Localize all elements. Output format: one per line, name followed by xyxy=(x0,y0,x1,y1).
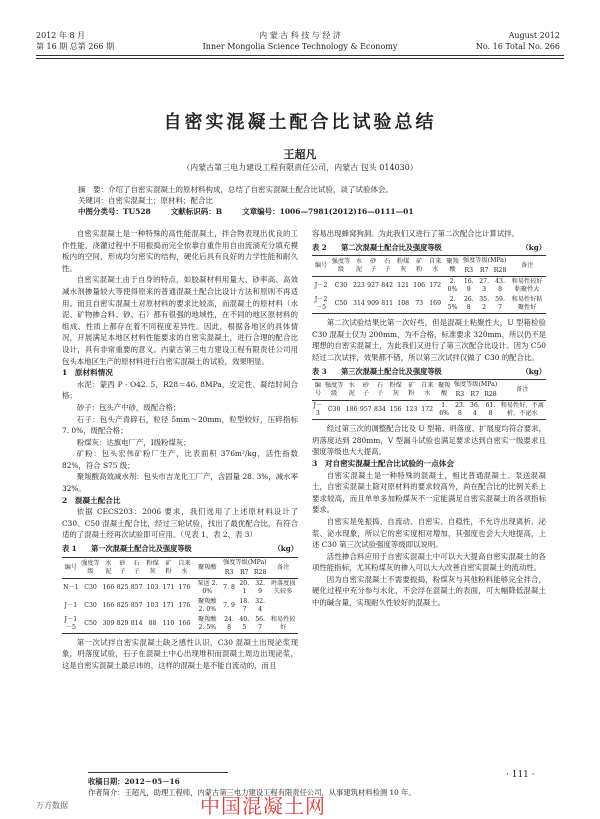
table-row xyxy=(62,615,298,634)
clc-number: 中图分类号：TU528 xyxy=(78,207,151,216)
table-cell: 23. 8 xyxy=(452,401,467,420)
table-header: 备注 xyxy=(508,256,546,277)
section-heading: 2 混凝土配合比 xyxy=(62,495,121,505)
table-cell: N－1 xyxy=(62,578,80,597)
table-header: 砂子 xyxy=(366,256,380,277)
table-cell: 43. 8 xyxy=(492,277,508,296)
table-cell: 和易性好、不离析、不泌水 xyxy=(499,401,546,420)
table-header: 水泥 xyxy=(101,557,115,578)
paragraph: 第一次试拌自密实混凝土缺乏感性认识，C30 混凝土出现泌浆现象，坍落度试验，石子在混凝土中心出现堆积而混凝土周边出现泌浆，这是自密实混凝土最忌讳的，这样的混凝土是不能自流动的，而且 xyxy=(62,637,298,670)
paragraph: 因为自密实混凝土不需要振捣，粉煤灰与其他粉料能够完全拌合，硬化过程中充分参与水化，不会浮在混凝土的表面，可大幅降低混凝土中的碱含量，实现耐久性较好的混凝土。 xyxy=(312,574,546,608)
table-3-unit: （kg） xyxy=(521,366,546,376)
paragraph: 矿粉：包头宏伟矿粉厂生产，比表面积 376m²/kg，活性指数 82%，符合 S75 级； xyxy=(62,449,298,470)
table-cell: 泵送 2. 0% xyxy=(193,578,221,597)
table-cell: 73 xyxy=(412,295,426,314)
table-header: 编号 xyxy=(312,256,330,277)
paragraph: 粉煤灰：达旗电厂产，Ⅰ级粉煤灰； xyxy=(76,437,191,447)
table-header: 砂子 xyxy=(115,557,129,578)
table-cell: J－1 xyxy=(64,601,78,609)
footnote-rule xyxy=(88,772,228,773)
table-cell: 61. 8 xyxy=(482,401,498,420)
table-cell: 825 xyxy=(115,578,129,597)
journal-name xyxy=(190,30,410,52)
table-cell: 172 xyxy=(419,401,436,420)
paragraph: 活性掺合料应用于自密实混凝土中可以大大提高自密实混凝土的各项性能指标，尤其粉煤灰的掺入可以大大改善自密实混凝土的流动性。 xyxy=(312,551,546,573)
table-cell: 857 xyxy=(130,601,143,609)
table-cell: 176 xyxy=(176,578,194,597)
table-cell: 171 xyxy=(161,578,175,597)
document-code: 文献标识码：B xyxy=(170,207,223,216)
table-cell: 834 xyxy=(373,401,387,420)
table-cell: 121 xyxy=(394,277,412,296)
table-header: 强度等级 xyxy=(330,256,352,277)
section-heading: 3 对自密实混凝土配合比试验的一点体会 xyxy=(312,458,454,468)
author-affiliation: （内蒙古第三电力建设工程有限责任公司，内蒙古 包头 014030） xyxy=(182,163,418,172)
table-2 xyxy=(312,255,546,314)
table-cell: 166 xyxy=(102,601,115,609)
paragraph: 砂子：包头产中砂，级配合格； xyxy=(76,402,181,412)
table-cell: J－2 xyxy=(312,277,330,296)
table-header: R7 xyxy=(470,391,480,399)
journal-name-cn: 内 蒙 古 科 技 与 经 济 xyxy=(259,31,341,40)
table-header: R7 xyxy=(479,267,489,275)
table-cell: 88 xyxy=(144,615,162,634)
table-cell: 18. 7 xyxy=(239,597,250,613)
journal-name-en: Inner Mongolia Science Technology & Economy xyxy=(202,42,398,51)
classification-line xyxy=(78,206,528,217)
table-cell: C50 xyxy=(80,615,102,634)
table-3 xyxy=(312,379,546,420)
table-cell: 172 xyxy=(426,277,444,296)
table-header: 聚羧酸 xyxy=(436,380,452,401)
table-header: 粉煤灰 xyxy=(387,380,404,401)
table-cell: 103 xyxy=(146,601,159,609)
abstract: 摘 要：介绍了自密实混凝土的原材料构成，总结了自密实混凝土配合比试验，谈了试验体会。 xyxy=(78,185,393,194)
paragraph: 水泥：蒙西 P · O42. 5，R28＝46. 8MPa，安定性、凝结时间合格； xyxy=(62,379,298,401)
table-cell: 166 xyxy=(101,578,115,597)
wanfang-mark: 万方数据 xyxy=(36,801,68,810)
table-cell: C50 xyxy=(330,295,352,314)
table-cell: 857 xyxy=(130,578,144,597)
table-cell: 156 xyxy=(387,401,404,420)
table-header: 强度等级(MPa) xyxy=(453,381,498,389)
table-cell: 186 xyxy=(345,401,359,420)
paragraph: 自密实混凝土是一种特殊的高性能混凝土，拌合物表现出优良的工作性能，浇灌过程中不用振捣而完全依靠自重作用自由流淌充分填充模板内的空间，形成均匀密实的结构，硬化后具有良好的力学性能和耐久性。 xyxy=(62,229,298,273)
table-cell: J－3 xyxy=(312,401,324,420)
table-cell: 106 xyxy=(412,277,426,296)
table-cell: 26. 8 xyxy=(461,295,476,314)
table-cell: 32. 4 xyxy=(255,597,266,613)
table-1-caption: 表 1 第一次混凝土配合比及强度等级 xyxy=(62,544,192,554)
table-cell: 169 xyxy=(426,295,444,314)
table-header: 编号 xyxy=(62,557,80,578)
table-header: 水泥 xyxy=(345,380,359,401)
table-header: 矿粉 xyxy=(161,557,175,578)
paragraph: 经过第三次的调整配合比及 U 型箱、坍落度、扩展度均符合要求，坍落度达到 280mm，V 型漏斗试验也满足要求达到自密实一级要求且强度等级也大大提高。 xyxy=(312,424,546,457)
table-1 xyxy=(62,557,298,634)
table-cell: 坍落度损失较多 xyxy=(268,578,298,597)
table-cell: 聚羧酸 2. 0% xyxy=(198,597,217,613)
left-column xyxy=(62,228,298,671)
table-cell: 171 xyxy=(162,601,175,609)
table-header: 强度等级 xyxy=(324,380,345,401)
table-header: 聚羧酸 xyxy=(193,557,221,578)
table-cell: J－1－5 xyxy=(62,615,80,634)
table-1-caption-row xyxy=(62,541,298,557)
table-header: 强度等级(MPa) xyxy=(223,558,267,566)
table-header: 备注 xyxy=(268,557,298,578)
table-cell: C30 xyxy=(324,401,345,420)
table-row xyxy=(62,597,298,615)
table-cell: 和易性好粘聚性好 xyxy=(508,295,546,314)
received-date: 收稿日期：2012－05－16 xyxy=(88,777,180,786)
table-cell: 123 xyxy=(404,401,418,420)
paragraph: 第二次试验结果比第一次好些，但是混凝土粘聚性大，U 型箱检验 C30 混凝土仅为 200mm，为不合格，标准要求 320mm，所以仍不是理想的自密实混凝土，为此我们又进行了第三次配合比设计。因为 C50 经过二次试拌，效果都不错，所以第三次试拌仅做了 C30 的配合比。 xyxy=(312,318,546,362)
paragraph: 依据 CECS203：2006 要求，我们选用了上述原材料设计了 C30、C50 混凝土配合比，经过三轮试验，找出了最优配合比，有符合适的了混凝土经再次试验即可应用。（见表 1、表 2、表 3） xyxy=(62,507,298,540)
table-cell: C30 xyxy=(84,601,97,609)
paragraph: 聚羧酸高效减水剂：包头市吉龙化工厂产，含固量 28. 3%，减水率 32%。 xyxy=(62,472,298,494)
journal-date-issue xyxy=(36,30,114,52)
table-cell: 7. 9 xyxy=(223,601,235,609)
table-cell: 814 xyxy=(130,615,144,634)
table-cell: 314 xyxy=(352,295,366,314)
table-cell: 40. 5 xyxy=(237,615,252,634)
table-cell: 27. 3 xyxy=(476,277,491,296)
journal-date: 2012 年 8 月 xyxy=(36,31,86,40)
table-cell xyxy=(268,597,298,615)
table-cell: 2. 0% xyxy=(444,277,461,296)
table-2-caption-row xyxy=(312,240,546,256)
table-header: 自来水 xyxy=(419,380,436,401)
table-header: R3 xyxy=(455,391,465,399)
keywords: 关键词：自密实混凝土；原材料；配合比 xyxy=(78,196,213,205)
section-heading: 1 原材料情况 xyxy=(62,368,113,378)
table-cell: 110 xyxy=(161,615,175,634)
paragraph: 自密实混凝土是一种特殊的混凝土，相比普通混凝土、泵送混凝土，自密实混凝土除对原材料的要求较高外，尚在配合比的比例关系上要求较高，而且单单多加粉煤灰不一定能满足自密实混凝土的各项指标要求。 xyxy=(312,470,546,515)
table-header: 自来水 xyxy=(176,557,194,578)
table-cell: 56. 7 xyxy=(252,615,268,634)
journal-date-en: August 2012 xyxy=(508,31,560,40)
table-3-caption: 表 3 第三次混凝土配合比及强度等级 xyxy=(312,366,442,376)
table-cell: 7. 8 xyxy=(221,578,236,597)
table-header: R28 xyxy=(484,391,497,399)
table-header: 强度等级(MPa) xyxy=(462,257,507,265)
table-header: 矿粉 xyxy=(412,256,426,277)
table-cell: 和易性较好粘聚性大 xyxy=(508,277,546,296)
table-row xyxy=(312,295,546,314)
table-cell: 16. 9 xyxy=(461,277,476,296)
table-cell: C30 xyxy=(80,578,102,597)
right-column xyxy=(312,228,546,609)
table-header: 水泥 xyxy=(352,256,366,277)
table-header: R3 xyxy=(224,568,234,576)
table-header: 备注 xyxy=(499,380,546,401)
table-row xyxy=(62,578,298,597)
table-cell: 909 xyxy=(366,295,380,314)
paragraph: 石子：包头产青碎石，粒径 5mm～20mm，粒型较好，压碎指标 7. 0%，级配合格； xyxy=(62,414,298,436)
watermark: 中国混凝土网 xyxy=(200,794,326,818)
table-cell: 811 xyxy=(380,295,394,314)
table-cell: 166 xyxy=(176,615,194,634)
table-cell: 聚羧酸 2. 5% xyxy=(193,615,221,634)
journal-issue: 第 16 期 总第 266 期 xyxy=(36,42,115,51)
table-header: 矿粉 xyxy=(404,380,418,401)
article-author: 王超凡 xyxy=(283,148,317,161)
table-cell: 176 xyxy=(178,601,191,609)
table-cell: 927 xyxy=(366,277,380,296)
table-header: 石子 xyxy=(373,380,387,401)
table-cell: C30 xyxy=(330,277,352,296)
table-header: 自来水 xyxy=(426,256,444,277)
table-cell: 108 xyxy=(394,295,412,314)
table-cell: 223 xyxy=(352,277,366,296)
table-cell: J－2－5 xyxy=(312,295,330,314)
table-2-caption: 表 2 第二次混凝土配合比及强度等级 xyxy=(312,242,442,252)
table-cell: 32. 9 xyxy=(252,578,268,597)
table-cell: 309 xyxy=(101,615,115,634)
table-row xyxy=(312,277,546,296)
table-cell: 825 xyxy=(116,601,129,609)
table-cell: 103 xyxy=(144,578,162,597)
header-rule-thin xyxy=(36,58,564,59)
table-3-caption-row xyxy=(312,364,546,380)
table-header: R3 xyxy=(464,267,474,275)
table-cell: 1. 6% xyxy=(436,401,452,420)
table-cell: 和易性较好 xyxy=(268,615,298,634)
journal-issue-en: No. 16 Total No. 266 xyxy=(475,42,560,51)
article-meta xyxy=(78,184,528,217)
table-cell: 59. 7 xyxy=(492,295,508,314)
table-header: R28 xyxy=(253,568,267,576)
table-cell: 24. 8 xyxy=(221,615,236,634)
table-2-unit: （kg） xyxy=(521,242,546,252)
table-cell: 36. 4 xyxy=(467,401,482,420)
paragraph: 容易出现蜂窝狗洞。为此我们又进行了第二次配合比计算试拌。 xyxy=(312,229,519,238)
table-header: 编号 xyxy=(312,380,324,401)
header-rule xyxy=(36,55,564,56)
table-row xyxy=(312,401,546,420)
table-cell: 2. 5% xyxy=(444,295,461,314)
table-cell: 829 xyxy=(115,615,129,634)
journal-date-issue-en xyxy=(476,30,560,52)
table-1-unit: （kg） xyxy=(273,544,298,554)
article-title: 自密实混凝土配合比试验总结 xyxy=(163,112,437,133)
article-number: 文章编号：1006—7981(2012)16—0111—01 xyxy=(242,207,414,216)
table-header: 粉煤灰 xyxy=(144,557,162,578)
table-header: 石子 xyxy=(130,557,144,578)
table-header: 聚羧酸 xyxy=(444,256,461,277)
paragraph: 自密实是免振捣、自流动、自密实、自稳性，不允许出现离析、泌浆、泌水现象，所以它的密实度相对增加，其强度也会大大地提高，上述 C30 第三次试验强度等级即以说明。 xyxy=(312,516,546,550)
table-header: 粉煤灰 xyxy=(394,256,412,277)
author-bio: 作者简介：王超凡，助理工程师，内蒙古第三电力建设工程有限责任公司，从事建筑材料检测 10 年。 xyxy=(88,788,416,797)
table-header: 强度等级 xyxy=(80,557,102,578)
paragraph: 自密实混凝土由于自身的特点，如胶凝材料用量大、砂率高、高效减水剂掺量较大等使得原来的普通混凝土配合比设计方法和原则不再适用。而且自密实混凝土对原材料的要求比较高，而混凝土的原材料（水泥、矿物掺合料、砂、石）都有很强的地域性，在不同的地区原材料的组成、性质上都存在着不同程度差异性。因此，根据各地区的具体情况，开展满足本地区材料性能要求的自密实混凝土，进行合理的配合比设计，具有非常重要的意义。内蒙古第三电力建设工程有限责任公司用包头本地区生产的原材料进行自密实混凝土的试验，效果明显。 xyxy=(62,275,298,366)
table-header: R28 xyxy=(493,267,507,275)
table-cell: 20. 1 xyxy=(237,578,252,597)
table-cell: 957 xyxy=(359,401,373,420)
page-number: · 111 · xyxy=(506,770,535,780)
table-header: 砂子 xyxy=(359,380,373,401)
table-cell: 842 xyxy=(380,277,394,296)
table-cell: 35. 2 xyxy=(476,295,491,314)
table-header: R7 xyxy=(239,568,249,576)
table-header: 石子 xyxy=(380,256,394,277)
